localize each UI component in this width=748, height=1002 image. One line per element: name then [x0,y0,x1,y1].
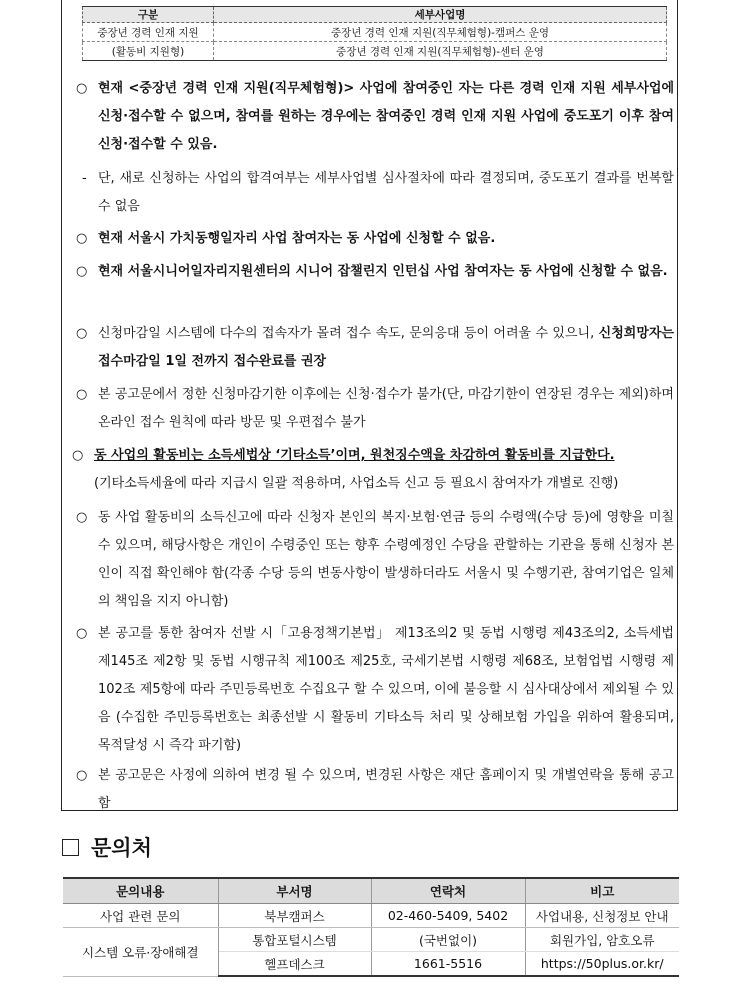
phone-cell: 1661-5516 [371,952,525,977]
notice-item-1 [76,75,674,159]
note-cell: 회원가입, 암호오류 [525,928,679,952]
notice-box [61,0,678,811]
dept-cell: 통합포털시스템 [218,928,371,952]
circle-bullet-icon: ○ [76,326,88,341]
website-link[interactable]: https://50plus.or.kr/ [525,952,679,977]
notice-text: 본 공고문에서 정한 신청마감기한 이후에는 신청·접수가 불가(단, 마감기한이 연장된 경우는 제외)하며 온라인 접수 원칙에 따라 방문 및 우편접수 불가 [98,387,674,430]
dept-cell: 북부캠퍼스 [218,904,371,928]
contact-header-phone: 연락처 [371,878,525,904]
notice-item-4 [76,320,674,376]
circle-bullet-icon: ○ [72,448,84,463]
notice-text: (기타소득세율에 따라 지급시 일괄 적용하며, 사업소득 신고 등 필요시 참여자가 개별로 진행) [94,476,619,491]
notice-text: 현재 서울시 가치동행일자리 사업 참여자는 동 사업에 신청할 수 없음. [98,231,496,246]
notice-text: 동 사업 활동비의 소득신고에 따라 신청자 본인의 복지·보험·연금 등의 수령액(수당 등)에 영향을 미칠 수 있으며, 해당사항은 개인이 수령중인 또는 향후 수령예정인 수당을 관할하는 기관을 통해 신청자 본인이 직접 확인해야 함(각종 수당 등의 변동사항이 발생하더라도 서울시 및 수행기관, 참여기업은 일체의 책임을 지지 아니함) [98,510,674,609]
notice-text: 본 공고를 통한 참여자 선발 시「고용정책기본법」 제13조의2 및 동법 시행령 제43조의2, 소득세법 제145조 제2항 및 동법 시행규칙 제100조 제25호, 국세기본법 시행령 제68조, 보험업법 시행령 제102조 제5항에 따라 주민등록번호 수집요구 할 수 있으며, 이에 불응할 시 심사대상에서 제외될 수 있음 (수집한 주민등록번호는 최종선발 시 활동비 기타소득 처리 및 상해보험 가입을 위하여 활용되며, 목적달성 시 즉각 파기함) [98,626,674,753]
topic-cell: 사업 관련 문의 [63,904,218,928]
circle-bullet-icon: ○ [76,626,88,641]
section-title-text: 문의처 [91,836,152,860]
notice-text: 본 공고문은 사정에 의하여 변경 될 수 있으며, 변경된 사항은 재단 홈페이지 및 개별연락을 통해 공고함 [98,768,674,811]
circle-bullet-icon: ○ [76,264,88,279]
circle-bullet-icon: ○ [76,81,88,96]
phone-cell: 02-460-5409, 5402 [371,904,525,928]
contact-section-title [62,832,152,862]
contact-header-topic: 문의내용 [63,878,218,904]
category-cell-line2: (활동비 지원형) [83,42,214,61]
circle-bullet-icon: ○ [76,387,88,402]
table-row [63,928,679,952]
project-cell-campus: 중장년 경력 인재 지원(직무체험형)-캠퍼스 운영 [214,23,667,42]
category-cell-line1: 중장년 경력 인재 지원 [83,23,214,42]
notice-item-2 [76,225,674,253]
notice-text: 현재 <중장년 경력 인재 지원(직무체험형)> 사업에 참여중인 자는 다른 경력 인재 지원 세부사업에 신청·접수할 수 없으며, 참여를 원하는 경우에는 참여중인 경력 인재 지원 사업에 중도포기 이후 참여 신청·접수할 수 있음. [98,81,674,152]
table-header-project: 세부사업명 [214,7,667,23]
notice-item-8 [76,620,674,760]
notice-text-bold: 신청희망자는 접수마감일 1일 전까지 접수완료를 권장 [98,326,674,369]
topic-cell: 시스템 오류·장애해결 [63,928,218,977]
circle-bullet-icon: ○ [76,510,88,525]
notice-text: 단, 새로 신청하는 사업의 합격여부는 세부사업별 심사절차에 따라 결정되며, 중도포기 결과를 번복할 수 없음 [98,171,674,214]
notice-item-7 [76,504,674,616]
project-cell-center: 중장년 경력 인재 지원(직무체험형)-센터 운영 [214,42,667,61]
notice-text: 신청마감일 시스템에 다수의 접속자가 몰려 접수 속도, 문의응대 등이 어려울 수 있으니, [98,326,599,341]
notice-item-6 [72,442,674,498]
note-cell: 사업내용, 신청정보 안내 [525,904,679,928]
notice-item-5 [76,381,674,437]
notice-item-3 [76,258,674,286]
notice-subitem-1 [76,165,674,221]
table-header-category: 구분 [83,7,214,23]
notice-text-underlined: 동 사업의 활동비는 소득세법상 ‘기타소득’이며, 원천징수액을 차감하여 활동비를 지급한다. [94,448,615,463]
contact-table [63,877,679,977]
circle-bullet-icon: ○ [76,768,88,783]
phone-cell: (국번없이) [371,928,525,952]
table-row [63,904,679,928]
dash-bullet-icon: - [82,171,87,186]
checkbox-square-icon [62,839,79,856]
notice-item-9 [76,762,674,818]
sub-project-table [82,6,667,61]
dept-cell: 헬프데스크 [218,952,371,977]
circle-bullet-icon: ○ [76,231,88,246]
contact-header-dept: 부서명 [218,878,371,904]
contact-header-note: 비고 [525,878,679,904]
notice-text: 현재 서울시니어일자리지원센터의 시니어 잡챌린지 인턴십 사업 참여자는 동 사업에 신청할 수 없음. [98,264,668,279]
